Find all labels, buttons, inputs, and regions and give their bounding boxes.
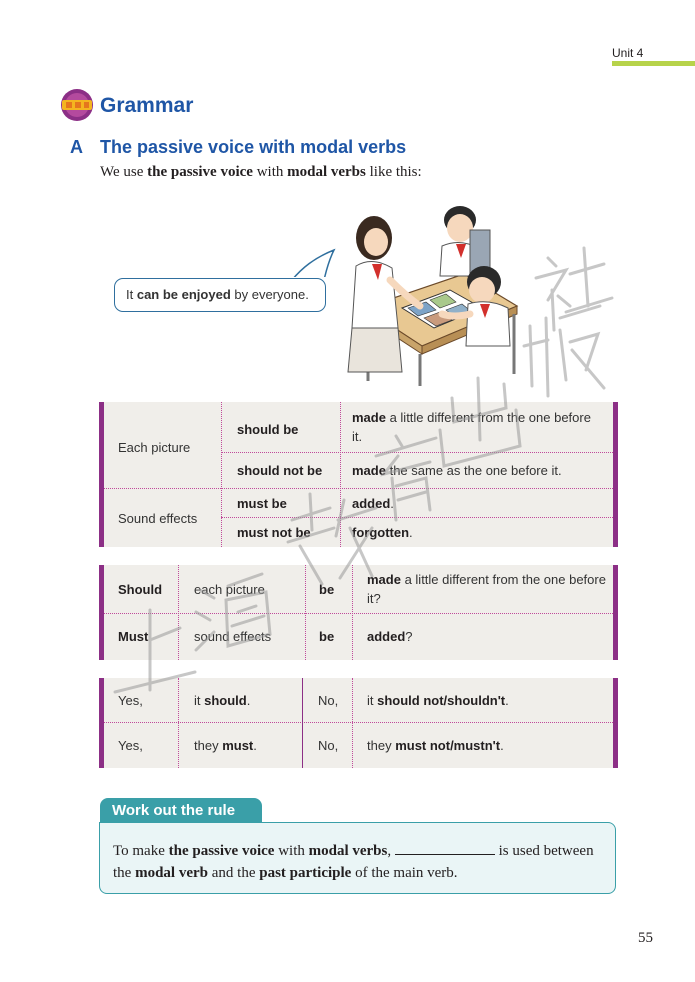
answer-no-1: No, [318,693,339,708]
rule-text: To make the passive voice with modal verbs, is used between the modal verb and the past participle of the main verb. [113,840,603,884]
subject-each-picture: Each picture [118,440,191,455]
question-modal-must: Must [118,629,149,644]
rule-blank[interactable] [395,840,495,855]
answer-no-2: No, [318,738,339,753]
question-verb-made: made a little different from the one before it? [367,572,606,606]
intro-text: We use the passive voice with modal verbs like this: [100,164,422,180]
verb-forgotten: forgotten. [352,525,413,540]
modal-must-be: must be [237,496,287,511]
question-table [99,565,618,660]
question-subject-sound-effects: sound effects [194,629,272,644]
question-be-1: be [319,582,335,597]
modal-must-not-be: must not be [237,525,311,540]
statement-table [99,402,618,547]
question-verb-added: added? [367,629,413,644]
unit-label: Unit 4 [612,46,644,60]
verb-added: added. [352,496,394,511]
answer-table [99,678,618,768]
subsection-title: The passive voice with modal verbs [100,137,407,157]
modal-should-be: should be [237,422,299,437]
question-modal-should: Should [118,582,163,597]
page-number: 55 [638,930,653,946]
unit-bar [612,61,695,66]
question-subject-each-picture: each picture [194,582,265,597]
question-be-2: be [319,629,335,644]
section-title: Grammar [100,94,194,117]
subsection-letter: A [70,137,83,157]
speech-bubble-text: It can be enjoyed by everyone. [126,287,309,302]
answer-it-should-not: it should not/shouldn't. [367,693,509,708]
grammar-badge-icon [58,86,96,122]
modal-should-not-be: should not be [237,463,323,478]
answer-they-must-not: they must not/mustn't. [367,738,504,753]
answer-yes-2: Yes, [118,738,143,753]
answer-yes-1: Yes, [118,693,143,708]
rule-title: Work out the rule [112,802,236,819]
students-illustration [342,196,522,388]
answer-it-should: it should. [194,693,251,708]
answer-they-must: they must. [194,738,257,753]
verb-made-different: made a little different from the one before it. [352,410,591,444]
subject-sound-effects: Sound effects [118,511,198,526]
verb-made-same: made the same as the one before it. [352,463,562,478]
bubble-tail [270,248,340,282]
